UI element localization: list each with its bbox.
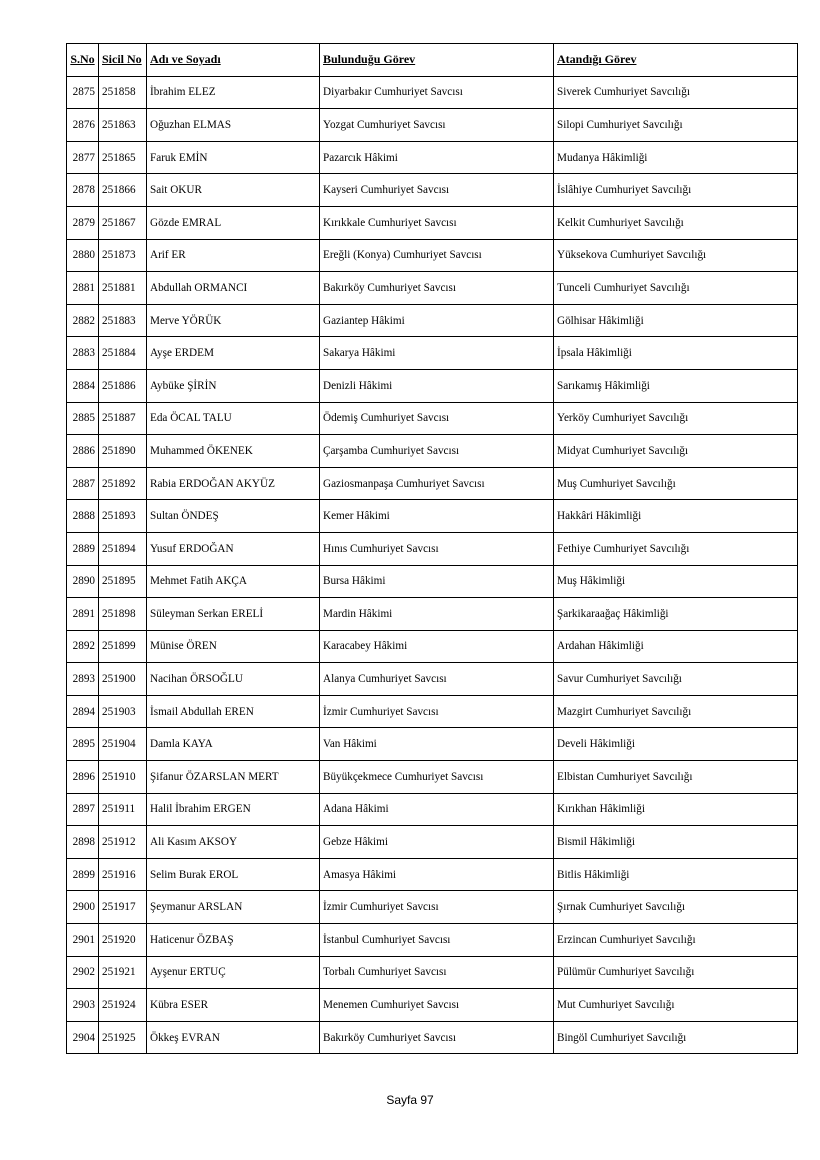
cell-sno: 2901 <box>67 924 99 957</box>
cell-sno: 2895 <box>67 728 99 761</box>
cell-assigned-post: Hakkâri Hâkimliği <box>554 500 798 533</box>
cell-sno: 2880 <box>67 239 99 272</box>
table-row <box>67 598 798 631</box>
cell-assigned-post: Yerköy Cumhuriyet Savcılığı <box>554 402 798 435</box>
cell-assigned-post: Yüksekova Cumhuriyet Savcılığı <box>554 239 798 272</box>
table-row <box>67 435 798 468</box>
cell-assigned-post: İpsala Hâkimliği <box>554 337 798 370</box>
table-row <box>67 858 798 891</box>
cell-sicil: 251903 <box>99 695 147 728</box>
cell-assigned-post: Muş Hâkimliği <box>554 565 798 598</box>
cell-sicil: 251911 <box>99 793 147 826</box>
cell-name: Süleyman Serkan ERELİ <box>147 598 320 631</box>
cell-assigned-post: Savur Cumhuriyet Savcılığı <box>554 663 798 696</box>
cell-name: Damla KAYA <box>147 728 320 761</box>
cell-current-post: İstanbul Cumhuriyet Savcısı <box>320 924 554 957</box>
cell-sno: 2889 <box>67 532 99 565</box>
cell-sno: 2883 <box>67 337 99 370</box>
table-row <box>67 891 798 924</box>
cell-sicil: 251924 <box>99 989 147 1022</box>
table-header-row <box>67 44 798 77</box>
header-assigned-post: Atandığı Görev <box>554 44 798 77</box>
table-row <box>67 793 798 826</box>
header-sicil: Sicil No <box>99 44 147 77</box>
table-row <box>67 174 798 207</box>
cell-name: Selim Burak EROL <box>147 858 320 891</box>
cell-name: Eda ÖCAL TALU <box>147 402 320 435</box>
cell-sicil: 251887 <box>99 402 147 435</box>
cell-assigned-post: Kırıkhan Hâkimliği <box>554 793 798 826</box>
cell-sno: 2904 <box>67 1021 99 1054</box>
cell-assigned-post: Kelkit Cumhuriyet Savcılığı <box>554 206 798 239</box>
cell-assigned-post: Tunceli Cumhuriyet Savcılığı <box>554 272 798 305</box>
cell-sicil: 251867 <box>99 206 147 239</box>
cell-assigned-post: Şırnak Cumhuriyet Savcılığı <box>554 891 798 924</box>
table-row <box>67 728 798 761</box>
table-row <box>67 369 798 402</box>
cell-current-post: Yozgat Cumhuriyet Savcısı <box>320 109 554 142</box>
cell-sno: 2892 <box>67 630 99 663</box>
table-row <box>67 1021 798 1054</box>
cell-sicil: 251892 <box>99 467 147 500</box>
cell-sicil: 251883 <box>99 304 147 337</box>
cell-current-post: Torbalı Cumhuriyet Savcısı <box>320 956 554 989</box>
table-row <box>67 141 798 174</box>
table-row <box>67 956 798 989</box>
cell-name: Merve YÖRÜK <box>147 304 320 337</box>
cell-assigned-post: Develi Hâkimliği <box>554 728 798 761</box>
cell-name: Faruk EMİN <box>147 141 320 174</box>
cell-sno: 2885 <box>67 402 99 435</box>
cell-sicil: 251916 <box>99 858 147 891</box>
cell-sicil: 251884 <box>99 337 147 370</box>
cell-assigned-post: Şarkikaraağaç Hâkimliği <box>554 598 798 631</box>
cell-name: Nacihan ÖRSOĞLU <box>147 663 320 696</box>
cell-name: Muhammed ÖKENEK <box>147 435 320 468</box>
cell-current-post: Bakırköy Cumhuriyet Savcısı <box>320 1021 554 1054</box>
cell-current-post: Gebze Hâkimi <box>320 826 554 859</box>
cell-current-post: Ödemiş Cumhuriyet Savcısı <box>320 402 554 435</box>
cell-assigned-post: Gölhisar Hâkimliği <box>554 304 798 337</box>
cell-current-post: Kemer Hâkimi <box>320 500 554 533</box>
cell-current-post: Gaziantep Hâkimi <box>320 304 554 337</box>
page-number: Sayfa 97 <box>386 1093 434 1107</box>
cell-name: Mehmet Fatih AKÇA <box>147 565 320 598</box>
cell-sno: 2882 <box>67 304 99 337</box>
cell-sicil: 251917 <box>99 891 147 924</box>
cell-sno: 2887 <box>67 467 99 500</box>
table-row <box>67 467 798 500</box>
cell-sicil: 251866 <box>99 174 147 207</box>
cell-sicil: 251898 <box>99 598 147 631</box>
cell-sno: 2888 <box>67 500 99 533</box>
cell-current-post: Denizli Hâkimi <box>320 369 554 402</box>
cell-assigned-post: Bingöl Cumhuriyet Savcılığı <box>554 1021 798 1054</box>
cell-sicil: 251881 <box>99 272 147 305</box>
cell-current-post: Van Hâkimi <box>320 728 554 761</box>
cell-assigned-post: Elbistan Cumhuriyet Savcılığı <box>554 761 798 794</box>
cell-sicil: 251863 <box>99 109 147 142</box>
cell-sno: 2900 <box>67 891 99 924</box>
cell-name: Rabia ERDOĞAN AKYÜZ <box>147 467 320 500</box>
cell-current-post: Çarşamba Cumhuriyet Savcısı <box>320 435 554 468</box>
cell-current-post: Mardin Hâkimi <box>320 598 554 631</box>
table-row <box>67 761 798 794</box>
cell-sicil: 251858 <box>99 76 147 109</box>
table-row <box>67 989 798 1022</box>
cell-current-post: Karacabey Hâkimi <box>320 630 554 663</box>
cell-name: Sait OKUR <box>147 174 320 207</box>
table-row <box>67 630 798 663</box>
cell-sno: 2890 <box>67 565 99 598</box>
cell-assigned-post: Muş Cumhuriyet Savcılığı <box>554 467 798 500</box>
cell-current-post: Pazarcık Hâkimi <box>320 141 554 174</box>
cell-sno: 2886 <box>67 435 99 468</box>
cell-sicil: 251893 <box>99 500 147 533</box>
cell-sno: 2899 <box>67 858 99 891</box>
table-row <box>67 565 798 598</box>
cell-sicil: 251920 <box>99 924 147 957</box>
table-row <box>67 272 798 305</box>
cell-current-post: Alanya Cumhuriyet Savcısı <box>320 663 554 696</box>
cell-assigned-post: İslâhiye Cumhuriyet Savcılığı <box>554 174 798 207</box>
cell-sno: 2875 <box>67 76 99 109</box>
header-current-post: Bulunduğu Görev <box>320 44 554 77</box>
cell-name: Gözde EMRAL <box>147 206 320 239</box>
table-row <box>67 109 798 142</box>
cell-name: Arif ER <box>147 239 320 272</box>
cell-current-post: Bakırköy Cumhuriyet Savcısı <box>320 272 554 305</box>
cell-sno: 2897 <box>67 793 99 826</box>
table-row <box>67 500 798 533</box>
cell-current-post: İzmir Cumhuriyet Savcısı <box>320 695 554 728</box>
cell-name: Halil İbrahim ERGEN <box>147 793 320 826</box>
cell-name: Yusuf ERDOĞAN <box>147 532 320 565</box>
cell-assigned-post: Fethiye Cumhuriyet Savcılığı <box>554 532 798 565</box>
table-row <box>67 826 798 859</box>
cell-sno: 2884 <box>67 369 99 402</box>
cell-sicil: 251904 <box>99 728 147 761</box>
table-row <box>67 695 798 728</box>
table-row <box>67 532 798 565</box>
cell-assigned-post: Bismil Hâkimliği <box>554 826 798 859</box>
cell-current-post: Sakarya Hâkimi <box>320 337 554 370</box>
cell-sicil: 251912 <box>99 826 147 859</box>
cell-sicil: 251894 <box>99 532 147 565</box>
cell-sicil: 251873 <box>99 239 147 272</box>
cell-sno: 2891 <box>67 598 99 631</box>
table-row <box>67 663 798 696</box>
cell-sno: 2894 <box>67 695 99 728</box>
cell-sno: 2898 <box>67 826 99 859</box>
cell-current-post: Kayseri Cumhuriyet Savcısı <box>320 174 554 207</box>
cell-sno: 2881 <box>67 272 99 305</box>
table-row <box>67 239 798 272</box>
table-row <box>67 206 798 239</box>
cell-assigned-post: Erzincan Cumhuriyet Savcılığı <box>554 924 798 957</box>
cell-current-post: Kırıkkale Cumhuriyet Savcısı <box>320 206 554 239</box>
cell-current-post: Ereğli (Konya) Cumhuriyet Savcısı <box>320 239 554 272</box>
cell-sicil: 251900 <box>99 663 147 696</box>
cell-current-post: Menemen Cumhuriyet Savcısı <box>320 989 554 1022</box>
cell-sno: 2893 <box>67 663 99 696</box>
cell-sicil: 251865 <box>99 141 147 174</box>
cell-sicil: 251890 <box>99 435 147 468</box>
cell-name: Aybüke ŞİRİN <box>147 369 320 402</box>
cell-name: İbrahim ELEZ <box>147 76 320 109</box>
cell-sno: 2877 <box>67 141 99 174</box>
cell-current-post: İzmir Cumhuriyet Savcısı <box>320 891 554 924</box>
cell-name: Şeymanur ARSLAN <box>147 891 320 924</box>
cell-name: Abdullah ORMANCI <box>147 272 320 305</box>
cell-sicil: 251925 <box>99 1021 147 1054</box>
cell-assigned-post: Mut Cumhuriyet Savcılığı <box>554 989 798 1022</box>
cell-sicil: 251895 <box>99 565 147 598</box>
cell-name: İsmail Abdullah EREN <box>147 695 320 728</box>
cell-sno: 2903 <box>67 989 99 1022</box>
cell-name: Ökkeş EVRAN <box>147 1021 320 1054</box>
table-row <box>67 924 798 957</box>
cell-assigned-post: Mazgirt Cumhuriyet Savcılığı <box>554 695 798 728</box>
cell-sno: 2878 <box>67 174 99 207</box>
cell-name: Sultan ÖNDEŞ <box>147 500 320 533</box>
cell-sicil: 251910 <box>99 761 147 794</box>
header-sno: S.No <box>67 44 99 77</box>
cell-assigned-post: Sarıkamış Hâkimliği <box>554 369 798 402</box>
cell-name: Münise ÖREN <box>147 630 320 663</box>
table-row <box>67 402 798 435</box>
table-row <box>67 337 798 370</box>
cell-sicil: 251886 <box>99 369 147 402</box>
cell-name: Ayşenur ERTUÇ <box>147 956 320 989</box>
cell-name: Ali Kasım AKSOY <box>147 826 320 859</box>
cell-assigned-post: Pülümür Cumhuriyet Savcılığı <box>554 956 798 989</box>
cell-assigned-post: Midyat Cumhuriyet Savcılığı <box>554 435 798 468</box>
cell-name: Ayşe ERDEM <box>147 337 320 370</box>
table-row <box>67 76 798 109</box>
cell-assigned-post: Mudanya Hâkimliği <box>554 141 798 174</box>
table-row <box>67 304 798 337</box>
cell-assigned-post: Silopi Cumhuriyet Savcılığı <box>554 109 798 142</box>
cell-current-post: Amasya Hâkimi <box>320 858 554 891</box>
cell-name: Kübra ESER <box>147 989 320 1022</box>
cell-assigned-post: Bitlis Hâkimliği <box>554 858 798 891</box>
cell-name: Haticenur ÖZBAŞ <box>147 924 320 957</box>
cell-sno: 2879 <box>67 206 99 239</box>
table-body <box>67 76 798 1054</box>
cell-sno: 2876 <box>67 109 99 142</box>
cell-current-post: Diyarbakır Cumhuriyet Savcısı <box>320 76 554 109</box>
cell-current-post: Bursa Hâkimi <box>320 565 554 598</box>
cell-sno: 2896 <box>67 761 99 794</box>
cell-current-post: Hınıs Cumhuriyet Savcısı <box>320 532 554 565</box>
cell-current-post: Büyükçekmece Cumhuriyet Savcısı <box>320 761 554 794</box>
cell-sno: 2902 <box>67 956 99 989</box>
cell-assigned-post: Siverek Cumhuriyet Savcılığı <box>554 76 798 109</box>
cell-assigned-post: Ardahan Hâkimliği <box>554 630 798 663</box>
cell-sicil: 251921 <box>99 956 147 989</box>
cell-name: Şifanur ÖZARSLAN MERT <box>147 761 320 794</box>
cell-sicil: 251899 <box>99 630 147 663</box>
cell-current-post: Adana Hâkimi <box>320 793 554 826</box>
cell-current-post: Gaziosmanpaşa Cumhuriyet Savcısı <box>320 467 554 500</box>
assignment-table <box>66 43 798 1054</box>
header-name: Adı ve Soyadı <box>147 44 320 77</box>
cell-name: Oğuzhan ELMAS <box>147 109 320 142</box>
